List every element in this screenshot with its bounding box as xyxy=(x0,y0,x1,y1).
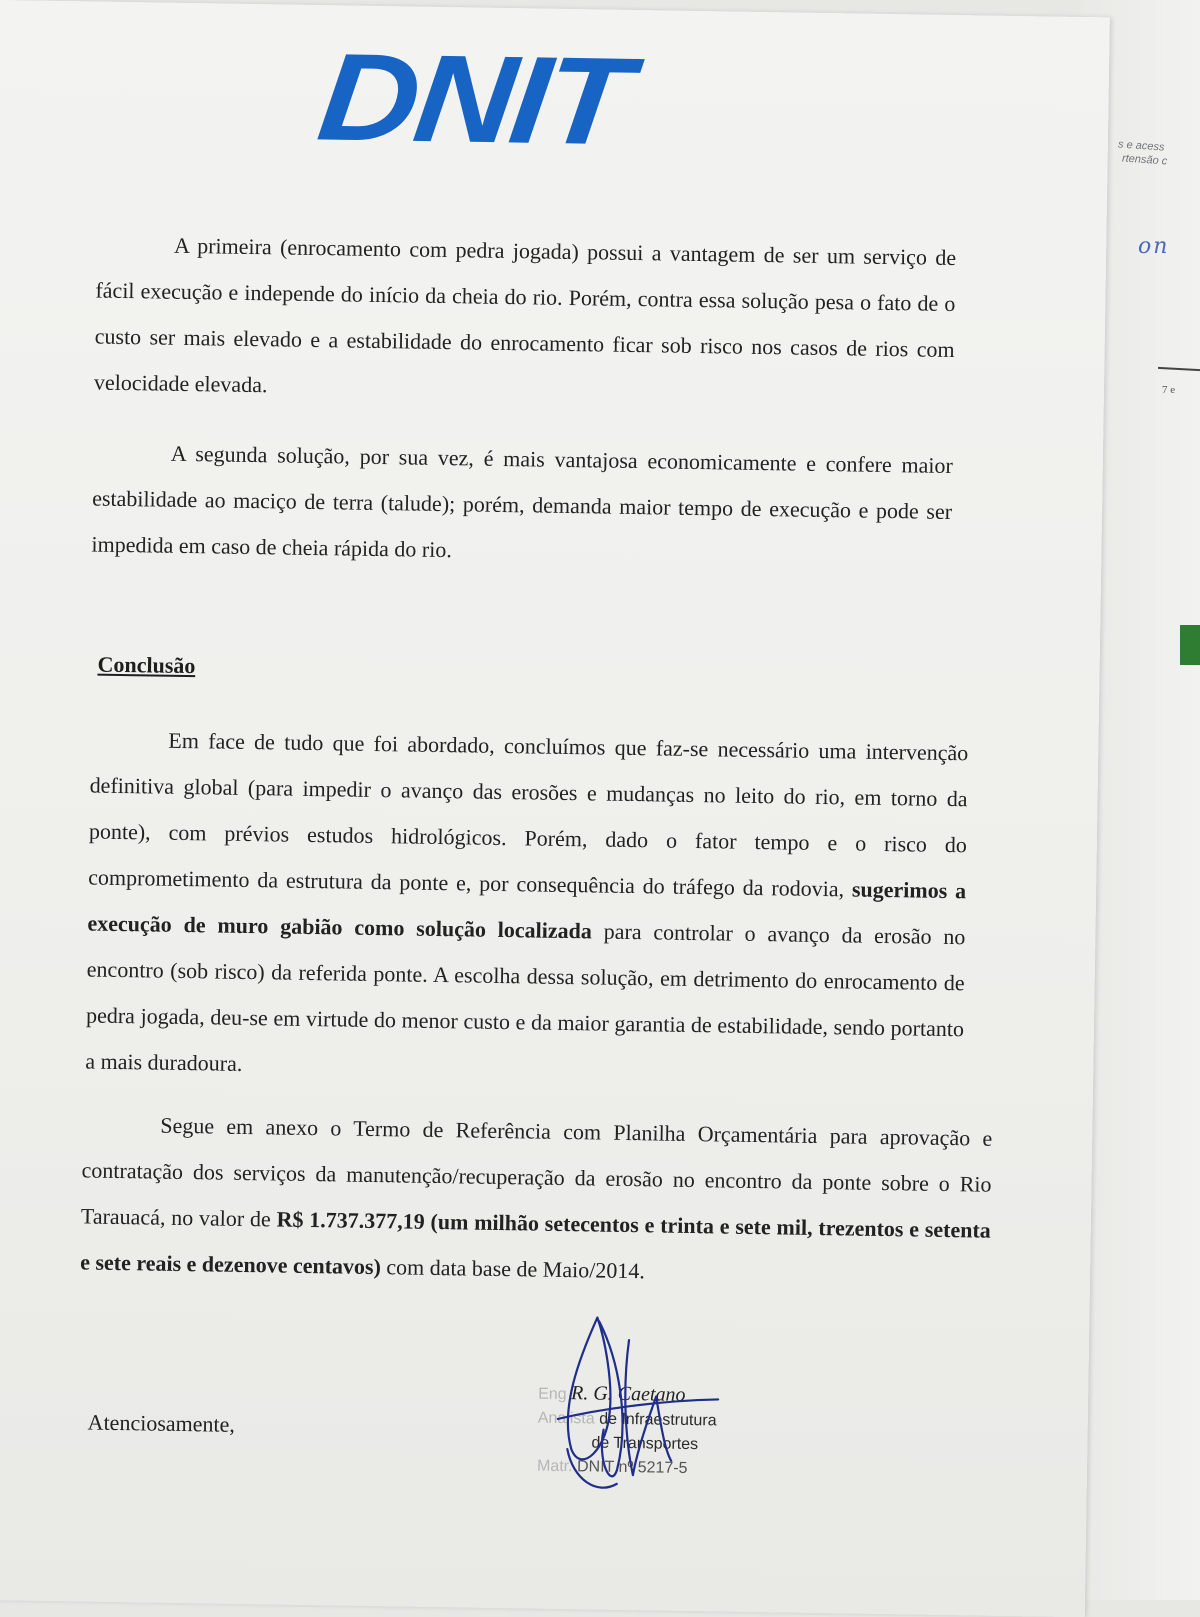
conclusion-text-end: para controlar o avanço da erosão no encontro (sob risco) da referida ponte. A escolha dessa solução, em detrimento do enrocamento de pedra jogada, deu-se em virtude do menor custo e da maior garantia de estabilidade, sendo portanto a mais duradoura. xyxy=(85,918,966,1076)
paragraph-conclusion xyxy=(85,717,969,1099)
attachment-text-end: com data base de Maio/2014. xyxy=(380,1254,646,1284)
conclusion-recommendation: sugerimos a execução de muro gabião como solução localizada xyxy=(87,876,967,944)
signer-title-faded: Eng xyxy=(538,1385,567,1404)
signer-role: de Infraestrutura xyxy=(599,1410,717,1430)
background-text-fragment: s e acess xyxy=(1117,138,1165,154)
dnit-logo: DNIT xyxy=(311,27,635,172)
background-text-fragment: rtensão c xyxy=(1121,152,1168,168)
background-handwriting: on xyxy=(1138,234,1170,259)
background-text-fragment: 7 e xyxy=(1162,384,1176,396)
signer-registration-faded: Matr. xyxy=(536,1457,573,1476)
paragraph-attachment xyxy=(80,1101,993,1299)
paragraph-second-solution: A segunda solução, por sua vez, é mais vantajosa economicamente e confere maior estabilidade ao maciço de terra (talude); porém, demanda maior tempo de execução e pode ser impedida em caso de cheia rápida do rio. xyxy=(91,440,954,563)
handwritten-signature xyxy=(537,1299,820,1503)
signer-name: R. G. Caetano xyxy=(570,1382,686,1406)
signer-role-line2: de Transportes xyxy=(591,1434,699,1454)
closing-salutation: Atenciosamente, xyxy=(87,1409,236,1437)
signer-role-faded: Analista xyxy=(537,1409,595,1428)
signer-registration: DNIT nº 5217-5 xyxy=(576,1458,688,1477)
background-green-mark xyxy=(1180,625,1200,665)
section-heading-conclusion: Conclusão xyxy=(97,651,196,679)
conclusion-text-start: Em face de tudo que foi abordado, concluímos que faz-se necessário uma intervenção definitiva global (para impedir o avanço das erosões e mudanças no leito do rio, em torno da ponte), com prévios estudos hidrológicos. Porém, dado o fator tempo e o risco do comprometimento da estrutura da ponte e, por consequência do tráfego da rodovia, xyxy=(88,727,969,902)
paragraph-first-solution: A primeira (enrocamento com pedra jogada) possui a vantagem de ser um serviço de fácil execução e independe do início da cheia do rio. Porém, contra essa solução pesa o fato de o custo ser mais elevado e a estabilidade do enrocamento ficar sob risco nos casos de rios com velocidade elevada. xyxy=(93,232,957,398)
attachment-amount: R$ 1.737.377,19 (um milhão setecentos e trinta e sete mil, trezentos e setenta e sete reais e dezenove centavos) xyxy=(79,1206,991,1280)
attachment-text-start: Segue em anexo o Termo de Referência com Planilha Orçamentária para aprovação e contratação dos serviços da manutenção/recuperação da erosão no encontro da ponte sobre o Rio Tarauacá, no valor de xyxy=(80,1112,993,1232)
